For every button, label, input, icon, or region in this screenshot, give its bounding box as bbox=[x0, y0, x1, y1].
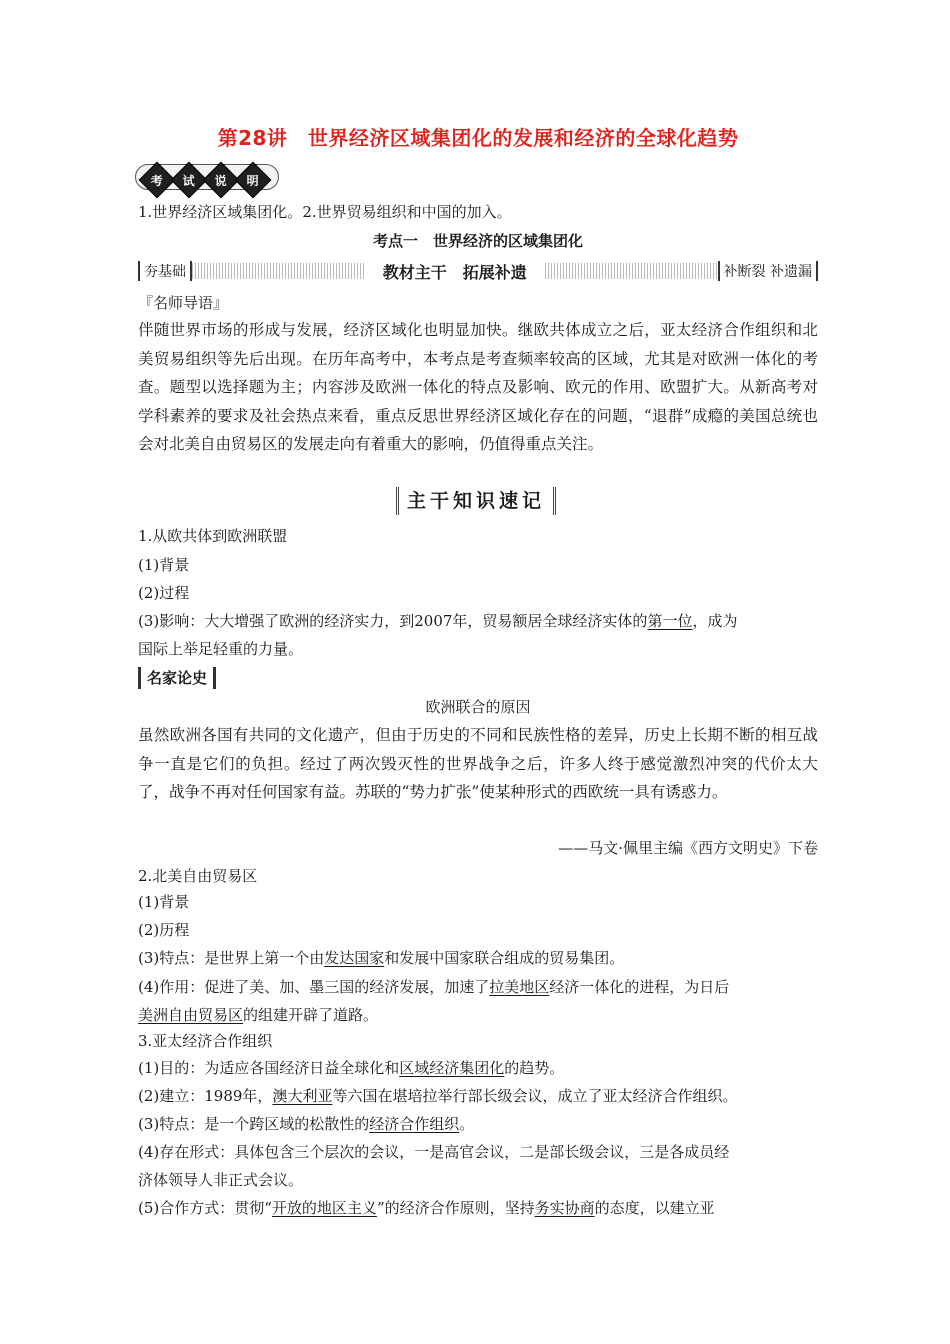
s3-item: (4)存在形式：具体包含三个层次的会议，一是高官会议，二是部长级会议，三是各成员经 bbox=[138, 1143, 730, 1161]
s2-heading: 2.北美自由贸易区 bbox=[138, 867, 258, 885]
underlined-term: 第一位 bbox=[647, 612, 693, 630]
s1-item: (2)过程 bbox=[138, 584, 190, 602]
point-title: 考点一 世界经济的区域集团化 bbox=[372, 232, 583, 250]
badge-char: 试 bbox=[182, 173, 196, 188]
exam-note: 1.世界经济区域集团化。2.世界贸易组织和中国的加入。 bbox=[138, 203, 512, 221]
underlined-term: 澳大利亚 bbox=[272, 1087, 333, 1105]
badge-char: 考 bbox=[150, 173, 164, 188]
page-title: 第28讲 世界经济区域集团化的发展和经济的全球化趋势 bbox=[217, 126, 739, 150]
s2-item: (1)背景 bbox=[138, 893, 190, 911]
section-title: 主干知识速记 bbox=[396, 487, 556, 515]
s1-heading: 1.从欧共体到欧洲联盟 bbox=[138, 527, 288, 545]
quote-source: ——马文·佩里主编《西方文明史》下卷 bbox=[558, 839, 818, 857]
exam-notes-badge bbox=[135, 164, 279, 190]
s2-item-cont: 美洲自由贸易区的组建开辟了道路。 bbox=[138, 1006, 379, 1024]
s1-item-cont: 国际上举足轻重的力量。 bbox=[138, 640, 304, 658]
banner-middle: 教材主干 拓展补遗 bbox=[382, 262, 527, 282]
s3-item-cont: 济体领导人非正式会议。 bbox=[138, 1171, 304, 1189]
s2-item: (2)历程 bbox=[138, 921, 190, 939]
s3-heading: 3.亚太经济合作组织 bbox=[138, 1032, 273, 1050]
guide-text: 伴随世界市场的形成与发展，经济区域化也明显加快。继欧共体成立之后，亚太经济合作组织和北美贸易组织等先后出现。在历年高考中，本考点是考查频率较高的区域，尤其是对欧洲一体化的考查。题型以选择题为主；内容涉及欧洲一体化的特点及影响、欧元的作用、欧盟扩大。从新高考对学科素养的要求及社会热点来看，重点反思世界经济区域化存在的问题，“退群”成瘾的美国总统也会对北美自由贸易区的发展走向有着重大的影响，仍值得重点关注。 bbox=[138, 321, 818, 453]
underlined-term: 区域经济集团化 bbox=[399, 1059, 505, 1077]
s1-item: (3)影响：大大增强了欧洲的经济实力，到2007年，贸易额居全球经济实体的第一位，成为 bbox=[138, 612, 738, 630]
s3-item: (2)建立：1989年，澳大利亚等六国在堪培拉举行部长级会议，成立了亚太经济合作组织。 bbox=[138, 1087, 738, 1105]
s1-item: (1)背景 bbox=[138, 556, 190, 574]
underlined-term: 经济合作组织 bbox=[369, 1115, 460, 1133]
underlined-term: 开放的地区主义 bbox=[271, 1199, 377, 1217]
guide-label: 『名师导语』 bbox=[138, 294, 229, 312]
banner-left: 夯基础 bbox=[138, 261, 192, 281]
underlined-term: 拉美地区 bbox=[489, 978, 550, 996]
s2-item: (3)特点：是世界上第一个由发达国家和发展中国家联合组成的贸易集团。 bbox=[138, 949, 625, 967]
quote-tag: 名家论史 bbox=[138, 667, 216, 689]
quote-text: 虽然欧洲各国有共同的文化遗产，但由于历史的不同和民族性格的差异，历史上长期不断的相互战争一直是它们的负担。经过了两次毁灭性的世界战争之后，许多人终于感觉激烈冲突的代价太大了，战争不再对任何国家有益。苏联的“势力扩张”使某种形式的西欧统一具有诱惑力。 bbox=[138, 726, 818, 801]
s2-item: (4)作用：促进了美、加、墨三国的经济发展，加速了拉美地区经济一体化的进程，为日后 bbox=[138, 978, 730, 996]
section-banner bbox=[138, 258, 818, 284]
banner-right: 补断裂 补遗漏 bbox=[718, 261, 818, 281]
underlined-term: 美洲自由贸易区 bbox=[138, 1006, 244, 1024]
quote-title: 欧洲联合的原因 bbox=[425, 698, 531, 716]
s3-item: (3)特点：是一个跨区域的松散性的经济合作组织。 bbox=[138, 1115, 475, 1133]
badge-char: 明 bbox=[246, 173, 260, 188]
badge-char: 说 bbox=[214, 173, 228, 188]
underlined-term: 发达国家 bbox=[324, 949, 385, 967]
underlined-term: 务实协商 bbox=[534, 1199, 595, 1217]
s3-item: (1)目的：为适应各国经济日益全球化和区域经济集团化的趋势。 bbox=[138, 1059, 565, 1077]
s3-item: (5)合作方式：贯彻“开放的地区主义”的经济合作原则，坚持务实协商的态度，以建立亚 bbox=[138, 1199, 715, 1217]
